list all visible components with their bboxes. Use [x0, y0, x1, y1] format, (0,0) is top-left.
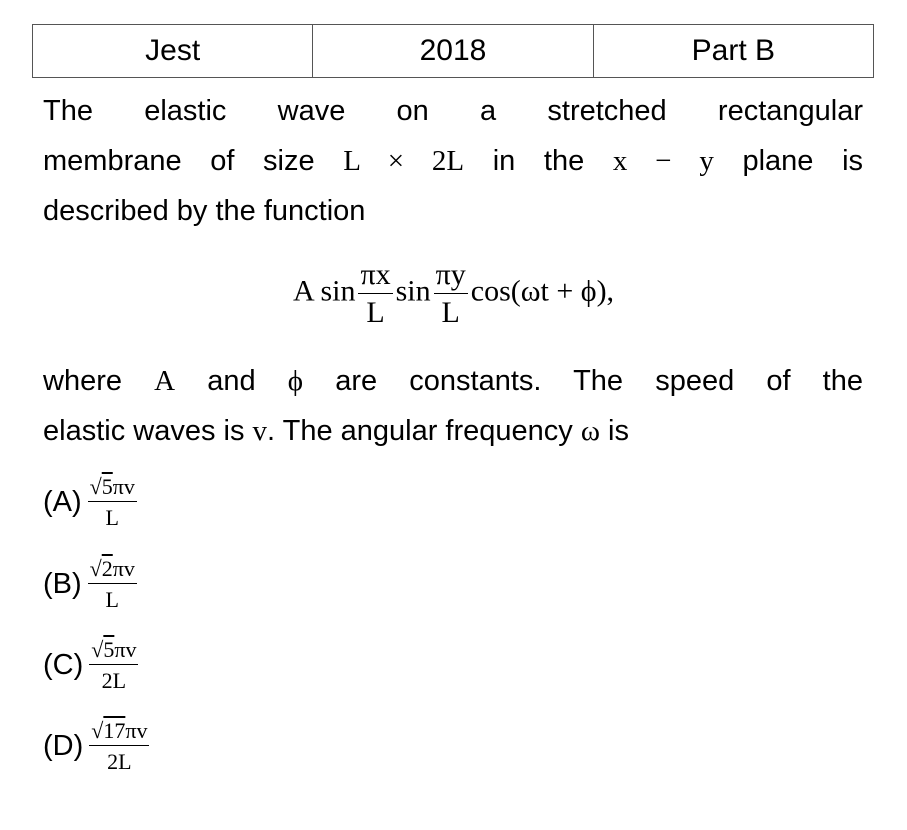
question-text-top	[43, 86, 863, 236]
option-d-fraction: $\frac{√17\pi v}{2L}$	[91, 718, 148, 775]
sqrt-sign: √	[89, 474, 102, 499]
option-d[interactable]	[43, 718, 149, 775]
eq-tail: cos(ωt + ϕ),	[470, 274, 615, 308]
header-row	[33, 25, 874, 78]
option-c[interactable]	[43, 637, 138, 694]
eq-fraction-y-den: L	[441, 296, 460, 329]
option-a[interactable]	[43, 474, 137, 531]
eq-fraction-x-num: πx	[358, 258, 392, 294]
option-c-fraction: $\frac{√5\pi v}{2L}$	[91, 637, 137, 694]
eq-fraction-y-num: πy	[434, 258, 468, 294]
question-line-3: described by the function	[43, 195, 366, 227]
eq-sin: sin	[395, 274, 431, 308]
question-line-4: where A and ϕ are constants. The speed of the	[43, 365, 864, 397]
option-b[interactable]	[43, 556, 137, 613]
eq-fraction-x-den: L	[366, 296, 385, 329]
sqrt-sign: √	[89, 556, 102, 581]
option-b-fraction: $\frac{√2\pi v}{L}$	[89, 556, 135, 613]
question-text-bottom	[43, 356, 863, 456]
question-line-2: membrane of size L × 2L in the x − y plane is	[43, 145, 864, 177]
sqrt-sign: √	[91, 718, 104, 743]
wave-equation	[0, 258, 907, 329]
option-c-label: (C)	[43, 648, 84, 681]
header-table	[32, 24, 874, 78]
eq-prefix: A sin	[292, 274, 356, 308]
option-a-label: (A)	[43, 485, 82, 518]
plane-math: x − y	[612, 145, 714, 177]
question-line-5: elastic waves is v. The angular frequency ω is	[43, 415, 629, 447]
option-d-label: (D)	[43, 729, 84, 762]
option-b-label: (B)	[43, 567, 82, 600]
question-line-1: The elastic wave on a stretched rectangular	[43, 95, 863, 127]
option-a-fraction: $\frac{√5\pi v}{L}$	[89, 474, 135, 531]
header-exam: Jest	[33, 25, 313, 78]
header-part: Part B	[593, 25, 873, 78]
header-year: 2018	[313, 25, 593, 78]
eq-fraction-y	[434, 258, 468, 329]
eq-fraction-x	[358, 258, 392, 329]
membrane-size-math: L × 2L	[343, 145, 465, 177]
sqrt-sign: √	[91, 637, 104, 662]
